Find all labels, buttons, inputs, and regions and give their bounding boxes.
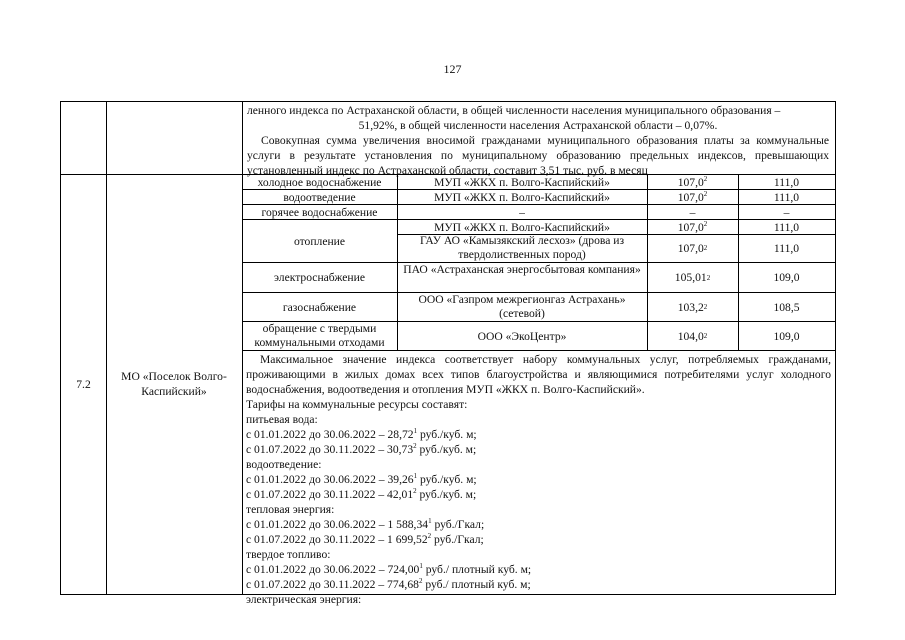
fuel-title: твердое топливо: [246, 548, 331, 561]
service-name: обращение с твердыми коммунальными отходами [254, 322, 385, 349]
intro-line2: 51,92%, в общей численности населения Астраханской области – 0,07%. [358, 119, 718, 132]
service-index: 111,0 [773, 191, 800, 204]
service-value: 107,0 2 [677, 241, 708, 255]
sewer-title: водоотведение: [246, 458, 322, 471]
notes-block [246, 352, 831, 607]
service-value: 103,2 2 [677, 300, 708, 314]
service-index: 111,0 [773, 176, 800, 189]
municipality-name: МО «Поселок Волго-Каспийский» [121, 370, 227, 398]
row-divider [242, 350, 835, 351]
service-value: 107,0$^2$ [677, 175, 708, 189]
provider-name: МУП «ЖКХ п. Волго-Каспийский» [434, 176, 610, 189]
provider-name: ГАУ АО «Камызякский лесхоз» (дрова из твердолиственных пород) [419, 234, 625, 261]
service-name: горячее водоснабжение [261, 206, 378, 219]
provider-name: МУП «ЖКХ п. Волго-Каспийский» [434, 221, 610, 234]
tariff-line: с 01.07.2022 до 30.11.2022 – 1 699,52$^2$ руб./Гкал; [246, 532, 484, 546]
service-value: 107,0$^2$ [677, 220, 708, 234]
service-index: 111,0 [773, 221, 800, 234]
provider-name: ООО «Газпром межрегионгаз Астрахань» (сетевой) [418, 293, 626, 320]
water-title: питьевая вода: [246, 413, 318, 426]
service-index: 109,0 [773, 271, 800, 284]
service-value: 105,01 2 [674, 271, 711, 284]
provider-name: – [519, 206, 525, 219]
intro-text [247, 103, 829, 178]
service-name: газоснабжение [282, 300, 357, 314]
service-name: отопление [293, 234, 346, 248]
row-number: 7.2 [76, 377, 91, 391]
service-value: 107,0$^2$ [677, 190, 708, 204]
service-index: 111,0 [773, 241, 800, 255]
service-value: 104,0 2 [677, 329, 708, 343]
heat-title: тепловая энергия: [246, 503, 335, 516]
page-number: 127 [443, 62, 462, 76]
tariffs-title: Тарифы на коммунальные ресурсы составят: [246, 398, 468, 411]
provider-name: ООО «ЭкоЦентр» [477, 329, 567, 343]
service-name: водоотведение [283, 191, 356, 204]
intro-para2: Совокупная сумма увеличения вносимой гражданами муниципального образования платы за коммунальные услуги в результате установления по муниципальному образованию предельных индексов, превышающих установленный индекс по Астраханской области, составит 3,51 тыс. руб. в месяц [247, 134, 829, 177]
service-index: 109,0 [773, 329, 800, 343]
elec-title: электрическая энергия: [246, 593, 362, 606]
intro-line1: ленного индекса по Астраханской области, в общей численности населения муниципального образования – [247, 104, 781, 117]
provider-name: ПАО «Астраханская энергосбытовая компания» [403, 263, 641, 276]
provider-name: МУП «ЖКХ п. Волго-Каспийский» [434, 191, 610, 204]
tariff-line: с 01.01.2022 до 30.06.2022 – 724,00$^1$ руб./ плотный куб. м; [246, 562, 532, 576]
tariff-line: с 01.01.2022 до 30.06.2022 – 39,26$^1$ руб./куб. м; [246, 472, 477, 486]
service-index: 108,5 [773, 300, 800, 314]
tariff-line: с 01.01.2022 до 30.06.2022 – 1 588,34$^1$ руб./Гкал; [246, 517, 485, 531]
service-value: – [689, 206, 696, 219]
max-index-note: Максимальное значение индекса соответствует набору коммунальных услуг, потребляемых гражданами, проживающими в жилых домах всех типов благоустройства и являющимися потребителями услуг холодного водоснабжения, водоотведения и отопления МУП «ЖКХ п. Волго-Каспийский». [246, 353, 831, 396]
tariff-line: с 01.07.2022 до 30.11.2022 – 774,68$^2$ руб./ плотный куб. м; [246, 577, 531, 591]
tariff-line: с 01.07.2022 до 30.11.2022 – 42,01$^2$ руб./куб. м; [246, 487, 477, 501]
service-index: – [783, 206, 790, 219]
tariff-line: с 01.01.2022 до 30.06.2022 – 28,72$^1$ руб./куб. м; [246, 427, 477, 441]
service-name: электроснабжение [274, 271, 365, 284]
tariff-line: с 01.07.2022 до 30.11.2022 – 30,73$^2$ руб./куб. м; [246, 442, 477, 456]
service-name: холодное водоснабжение [257, 176, 382, 189]
tariff-table [60, 101, 836, 606]
